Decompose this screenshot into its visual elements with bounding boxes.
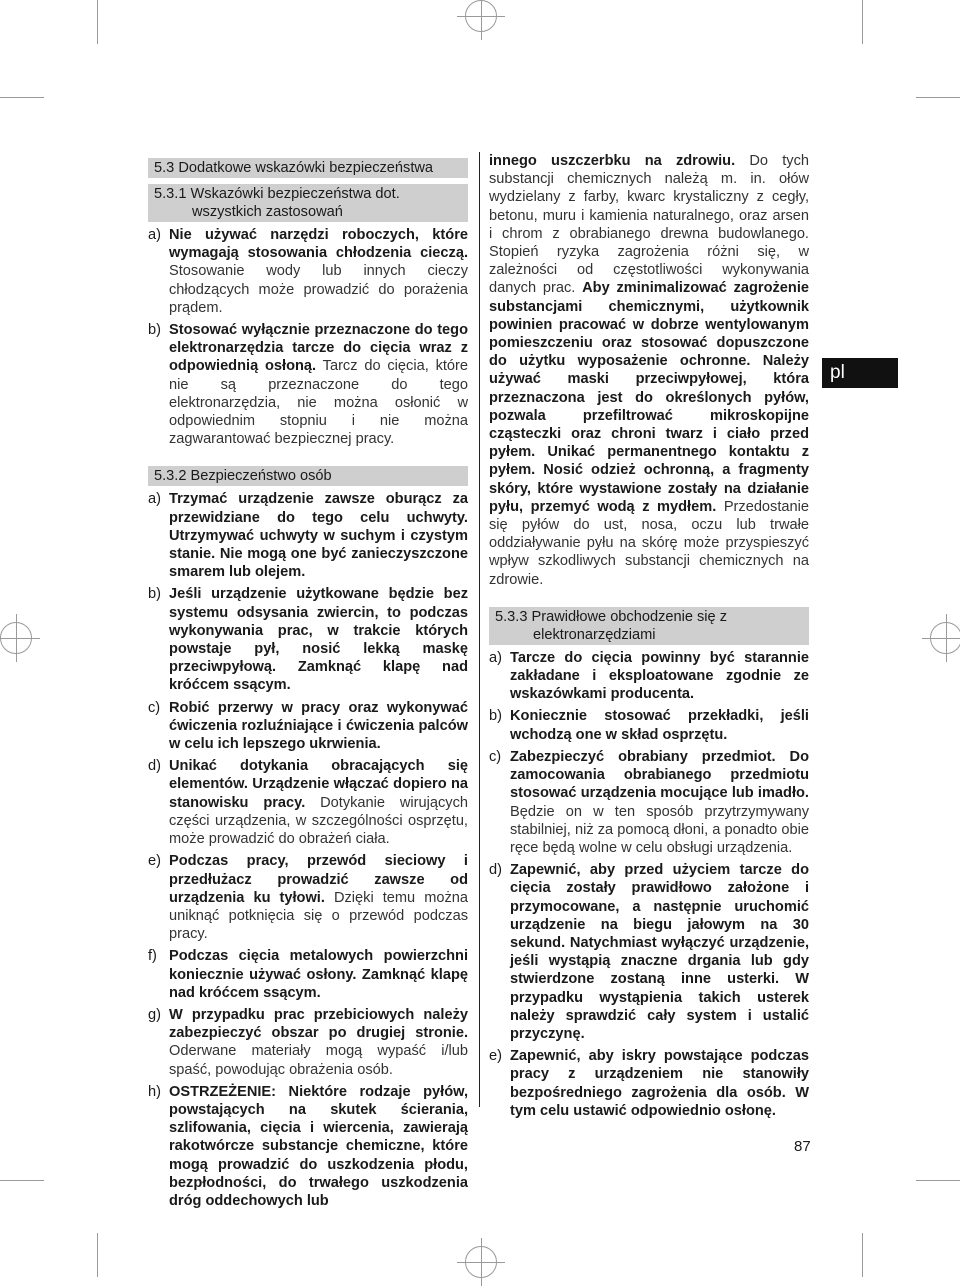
- list-item: g) W przypadku prac przebiciowych należy zabezpieczyć obszar po drugiej stronie. Oderwane materiały mogą wypaść i/lub spaść, powodując obrażenia osób.: [148, 1006, 468, 1078]
- list-item: b) Jeśli urządzenie użytkowane będzie bez systemu odsysania zwiercin, to podczas wykonywania prac, w trakcie których powstaje pył, nosić lekką maskę przeciwpyłową. Zamknąć klapę nad króćcem ssącym.: [148, 586, 468, 694]
- crop-mark: [0, 1180, 44, 1181]
- list-item: c) Robić przerwy w pracy oraz wykonywać ćwiczenia rozluźniające i ćwiczenia palców w celu ich lepszego ukrwienia.: [148, 699, 468, 753]
- list-item: b) Stosować wyłącznie przeznaczone do tego elektronarzędzia tarcze do cięcia wraz z odpowiednią osłoną. Tarcz do cięcia, które nie są przeznaczone do tego elektronarzędzia, nie można osłonić w odpowiednim stopniu i nie można zagwarantować bezpiecznej pracy.: [148, 322, 469, 448]
- right-column: [489, 152, 809, 1124]
- crop-mark: [862, 0, 863, 44]
- subsection-heading: 5.3.2 Bezpieczeństwo osób: [148, 466, 468, 486]
- registration-mark-icon: [0, 622, 32, 654]
- crop-mark: [916, 1180, 960, 1181]
- left-column: [148, 152, 468, 1214]
- subsection-heading: 5.3.1 Wskazówki bezpieczeństwa dot. wszystkich zastosowań: [148, 184, 468, 222]
- language-tab: pl: [822, 358, 898, 388]
- crop-mark: [97, 0, 98, 44]
- list-item: a) Tarcze do cięcia powinny być starannie zakładane i eksploatowane zgodnie ze wskazówkami producenta.: [489, 649, 809, 703]
- list-item: e) Podczas pracy, przewód sieciowy i przedłużacz prowadzić zawsze od urządzenia ku tyłowi. Dzięki temu można uniknąć potknięcia się o przewód podczas pracy.: [148, 853, 468, 943]
- list-item: f) Podczas cięcia metalowych powierzchni koniecznie używać osłony. Zamknąć klapę nad króćcem ssącym.: [148, 948, 468, 1001]
- crop-mark: [862, 1233, 863, 1277]
- list-item: c) Zabezpieczyć obrabiany przedmiot. Do zamocowania obrabianego przedmiotu stosować urządzenia mocujące lub imadło. Będzie on w ten sposób przytrzymywany stabilniej, niż za pomocą dłoni, a ponadto obie ręce będą wolne w celu obsługi urządzenia.: [489, 748, 809, 856]
- list-item: e) Zapewnić, aby iskry powstające podczas pracy z urządzeniem nie stanowiły bezpośredniego zagrożenia dla osób. W tym celu ustawić odpowiednio osłonę.: [489, 1048, 809, 1119]
- section-heading: 5.3 Dodatkowe wskazówki bezpieczeństwa: [148, 158, 468, 178]
- continued-paragraph: innego uszczerbku na zdrowiu. Do tych substancji chemicznych należą m. in. ołów wydzielany z farby, kwarc krystaliczny z cegły, betonu, muru i kamienia naturalnego, oraz arsen i chrom z obrabianego drewna budowlanego. Stopień ryzyka zagrożenia różni się, w zależności od częstotliwości wykonywania danych prac. Aby zminimalizować zagrożenie substancjami chemicznymi, użytkownik powinien pracować w dobrze wentylowanym pomieszczeniu oraz stosować dopuszczone do użytku wyposażenie ochronne. Należy używać maski przeciwpyłowej, która przeznaczona jest do określonych pyłów, pozwala przefiltrować mikroskopijne cząsteczki oraz chroni twarz i ciało przed pyłem. Unikać permanentnego kontaktu z pyłem. Nosić odzież ochronną, a fragmenty skóry, które wystawione zostały na działanie pyłu, przemyć wodą z mydłem. Przedostanie się pyłów do ust, nosa, oczu lub trwałe oddziaływanie pyłu na skórę może przyspieszyć wpływ szkodliwych substancji chemicznych na zdrowie.: [489, 153, 810, 588]
- crop-mark: [0, 97, 44, 98]
- crop-mark: [916, 97, 960, 98]
- registration-mark-icon: [465, 0, 497, 32]
- list-item: a) Nie używać narzędzi roboczych, które wymagają stosowania chłodzenia cieczą. Stosowanie wody lub innych cieczy chłodzących może prowadzić do porażenia prądem.: [148, 227, 468, 316]
- list-item: h) OSTRZEŻENIE: Niektóre rodzaje pyłów, powstających na skutek ścierania, szlifowania, cięcia i wiercenia, zawierają rakotwórcze substancje chemiczne, które mogą prowadzić do uszkodzenia płodu, bezpłodności, do trwałego uszkodzenia dróg oddechowych lub: [148, 1083, 468, 1209]
- registration-mark-icon: [930, 622, 960, 654]
- page-number: 87: [794, 1138, 811, 1155]
- subsection-heading: 5.3.3 Prawidłowe obchodzenie się z elektronarzędziami: [489, 607, 809, 645]
- registration-mark-icon: [465, 1246, 497, 1278]
- list-item: d) Unikać dotykania obracających się elementów. Urządzenie włączać dopiero na stanowisku pracy. Dotykanie wirujących części urządzenia, w szczególności osprzętu, może prowadzić do obrażeń ciała.: [148, 758, 468, 848]
- list-item: b) Koniecznie stosować przekładki, jeśli wchodzą one w skład osprzętu.: [489, 708, 809, 743]
- column-divider: [479, 152, 480, 1107]
- crop-mark: [97, 1233, 98, 1277]
- list-item: d) Zapewnić, aby przed użyciem tarcze do cięcia zostały prawidłowo założone i przymocowane, a następnie uruchomić urządzenie na biegu jałowym na 30 sekund. Natychmiast wyłączyć urządzenie, jeśli wystąpią znaczne drgania lub gdy stwierdzone zostaną inne usterki. W przypadku wystąpienia takich usterek należy sprawdzić cały system i ustalić przyczynę.: [489, 862, 809, 1042]
- list-item: a) Trzymać urządzenie zawsze oburącz za przewidziane do tego celu uchwyty. Utrzymywać uchwyty w suchym i czystym stanie. Nie mogą one być zanieczyszczone smarem lub olejem.: [148, 491, 468, 581]
